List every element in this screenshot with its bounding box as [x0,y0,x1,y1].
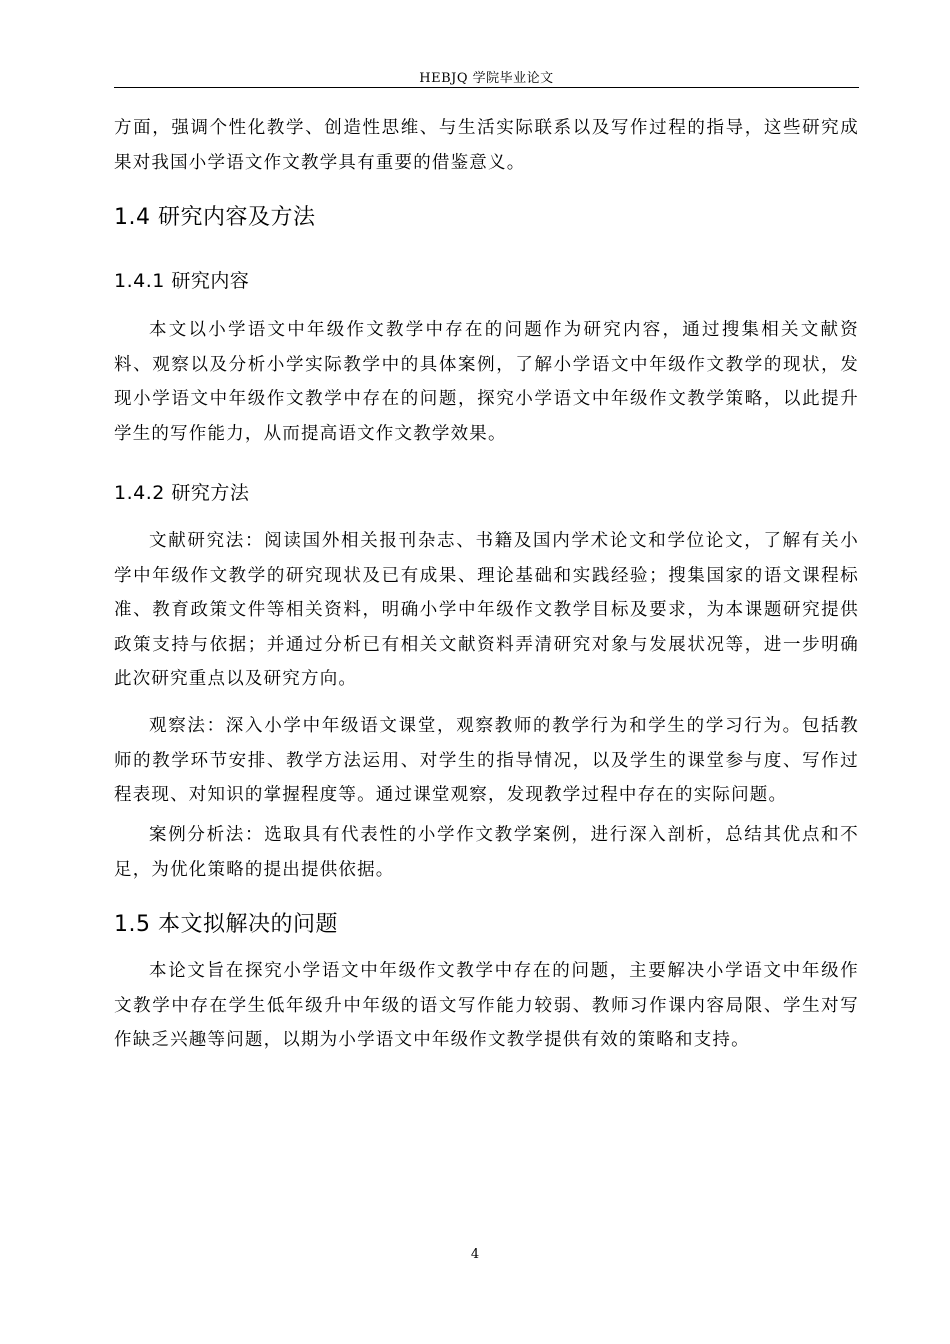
literature-method-paragraph: 文献研究法：阅读国外相关报刊杂志、书籍及国内学术论文和学位论文，了解有关小学中年级作文教学的研究现状及已有成果、理论基础和实践经验；搜集国家的语文课程标准、教育政策文件等相关资料，明确小学中年级作文教学目标及要求，为本课题研究提供政策支持与依据；并通过分析已有相关文献资料弄清研究对象与发展状况等，进一步明确此次研究重点以及研究方向。 [114,531,859,689]
page-number: 4 [470,1247,480,1262]
running-header: HEBJQ 学院毕业论文 [419,71,554,86]
observation-method-paragraph: 观察法：深入小学中年级语文课堂，观察教师的教学行为和学生的学习行为。包括教师的教学环节安排、教学方法运用、对学生的指导情况，以及学生的课堂参与度、写作过程表现、对知识的掌握程度等。通过课堂观察，发现教学过程中存在的实际问题。 [114,716,859,805]
case-analysis-paragraph: 案例分析法：选取具有代表性的小学作文教学案例，进行深入剖析，总结其优点和不足，为优化策略的提出提供依据。 [114,825,859,880]
subsection-heading-1-4-1: 1.4.1 研究内容 [114,270,250,292]
problems-paragraph: 本论文旨在探究小学语文中年级作文教学中存在的问题，主要解决小学语文中年级作文教学中存在学生低年级升中年级的语文写作能力较弱、教师习作课内容局限、学生对写作缺乏兴趣等问题，以期为小学语文中年级作文教学提供有效的策略和支持。 [114,961,859,1050]
section-heading-1-4: 1.4 研究内容及方法 [114,205,316,230]
subsection-heading-1-4-2: 1.4.2 研究方法 [114,482,250,504]
header-divider [114,87,859,88]
intro-paragraph: 方面，强调个性化教学、创造性思维、与生活实际联系以及写作过程的指导，这些研究成果对我国小学语文作文教学具有重要的借鉴意义。 [114,118,859,173]
section-heading-1-5: 1.5 本文拟解决的问题 [114,912,338,937]
research-content-paragraph: 本文以小学语文中年级作文教学中存在的问题作为研究内容，通过搜集相关文献资料、观察以及分析小学实际教学中的具体案例，了解小学语文中年级作文教学的现状，发现小学语文中年级作文教学中存在的问题，探究小学语文中年级作文教学策略，以此提升学生的写作能力，从而提高语文作文教学效果。 [114,320,859,444]
